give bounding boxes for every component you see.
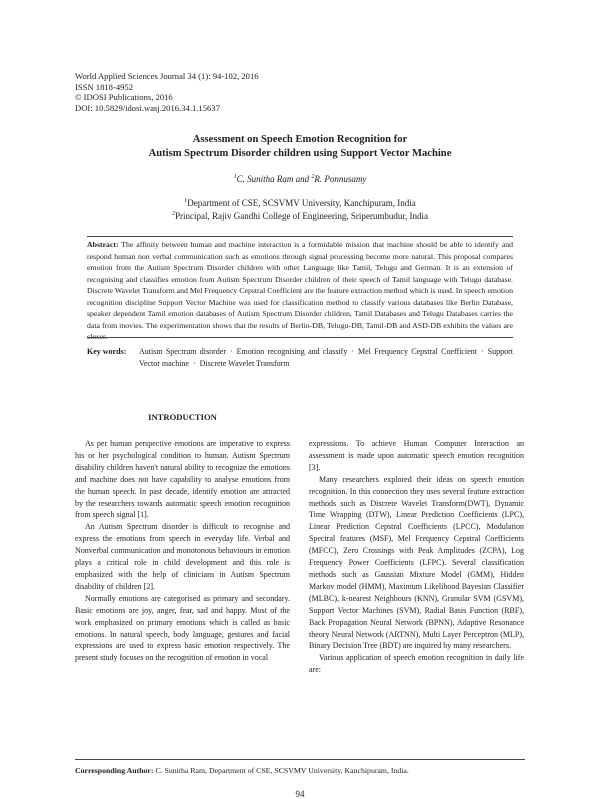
keywords-label: Key words:	[87, 347, 127, 356]
paragraph: Many researchers explored their ideas on speech emotion recognition. In this connection they uses several feature extraction methods such as Discrete Wavelet Transform(DWT), Dynamic Time Wrapping (DTW), Linear Prediction Coefficients (LPC), Linear Prediction Cepstral Coefficients (LPCC), Modulation Spectral features (MSF), Mel Frequency Cepstral Coefficients (MFCC), Zero Crossings with Peak Amplitudes (ZCPA), Log Frequency Power Coefficients (LFPC). Several classification methods such as Gaussian Mixture Model (GMM), Hidden Markov model (HMM), Maximum Likelihood Bayesian Classifier (MLBC), k-nearest Neighbours (KNN), Granular SVM (GSVM), Support Vector Machines (SVM), Radial Basis Function (RBF), Back Propagation Neural Network (BPNN), Adaptive Resonance theory Neural Network (ARTNN), Multi Layer Perceptron (MLP), Binary Decision Tree (BDT) are inquired by many researchers.	[309, 474, 524, 651]
paragraph: An Autism Spectrum disorder is difficult to recognise and express the emotions from speech in everyday life. Verbal and Nonverbal communication and monotonous behaviours in emotion plays a critical role in child development and this role is emphasized with the help of clinicians in Autism Spectrum disability of children [2].	[75, 522, 290, 591]
abstract-label: Abstract:	[87, 240, 119, 249]
title-line-2: Autism Spectrum Disorder children using Support Vector Machine	[148, 148, 452, 159]
page-number: 94	[295, 789, 305, 799]
corresponding-author-label: Corresponding Author:	[75, 766, 154, 775]
section-heading-introduction: INTRODUCTION	[148, 412, 217, 422]
title-line-1: Assessment on Speech Emotion Recognition for	[192, 134, 408, 145]
keyword-3: Mel Frequency Cepstral Coefficient	[358, 347, 477, 356]
abstract-bottom-rule	[87, 337, 513, 338]
keyword-1: Autism Spectrum disorder	[139, 347, 226, 356]
author-list	[60, 174, 540, 184]
corresponding-author-text: C. Sunitha Ram, Department of CSE, SCSVMV University, Kanchipuram, India.	[155, 766, 409, 775]
author-1-mark: 1	[233, 174, 237, 180]
abstract-top-rule	[87, 236, 513, 237]
affiliation-1: $^1$Department of CSE, SCSVMV University, Kanchipuram, India	[184, 198, 416, 208]
journal-header	[75, 71, 259, 114]
paragraph: As per human perspective emotions are imperative to express his or her psychological condition to human. Autism Spectrum disability children haven't natural ability to recognize the emotions and machine does not have capability to analyse emotions from the human speech. In past decade, identify emotion are attracted by the researchers towards automatic speech emotion recognition from speech signal [1].	[75, 439, 290, 520]
paper-title	[60, 133, 540, 161]
abstract	[87, 239, 513, 343]
paragraph: Normally emotions are categorised as primary and secondary. Basic emotions are joy, anger, fear, sad and happy. Most of the work emphasized on primary emotions which is called as basic emotions. In natural speech, body language, gestures and facial expressions are used to express basic emotion respectively. The present study focuses on the recognition of emotion in vocal	[75, 593, 290, 663]
keyword-5: Discrete Wavelet Transform	[199, 358, 290, 368]
right-column	[309, 438, 524, 676]
footnote-rule	[75, 759, 525, 760]
paragraph: Various application of speech emotion recognition in daily life are:	[309, 653, 524, 675]
corresponding-author	[75, 766, 525, 775]
doi: DOI: 10.5829/idosi.wasj.2016.34.1.15637	[75, 103, 220, 114]
paragraph: expressions. To achieve Human Computer Interaction an assessment is made upon automatic speech emotion recognition [3].	[309, 439, 524, 472]
keyword-2: Emotion recognising and classify	[236, 347, 348, 356]
issn: ISSN 1818-4952	[75, 81, 134, 92]
author-2: R. Ponnusamy	[314, 174, 367, 184]
author-1: C. Sunitha Ram and	[236, 174, 312, 184]
keyword-4: Support Vector machine	[139, 347, 513, 368]
author-2-mark: 2	[311, 174, 315, 180]
affiliation-2: $^2$Principal, Rajiv Gandhi College of Engineering, Sriperumbudur, India	[171, 210, 429, 221]
left-column	[75, 438, 290, 664]
keywords-list: Autism Spectrum disorder · Emotion recognising and classify · Mel Frequency Cepstral Coefficient · Support Vector machine · Discrete Wavelet Transform	[139, 347, 513, 368]
copyright: © IDOSI Publications, 2016	[75, 92, 173, 103]
abstract-text: The affinity between human and machine interaction is a formidable mission that machine should be able to identify and respond human non verbal communication such as emotions through signal processing become more natural. This proposal compares emotion from the Autism Spectrum Disorder children with other Language like Tamil, Telugu and German. It is an extension of recognising and classifies emotion from Autism Spectrum Disorder children of their speech of Tamil language with Telugu database. Discrete Wavelet Transform and Mel Frequency Cepstral Coefficient are the feature extraction method which is used. In speech emotion recognition discipline Support Vector Machine was used for classification method to classify various databases like Berlin Database, speaker dependent Tamil emotion databases of Autism Spectrum Disorder children, Tamil Databases and Telugu Databases carries the data from movies. The experimentation shows that the results of Berlin-DB, Telugu-DB, Tamil-DB and ASD-DB exhibits the values are closer.	[87, 240, 513, 341]
affiliations	[60, 197, 540, 222]
journal-citation: World Applied Sciences Journal 34 (1): 94-102, 2016	[75, 71, 259, 81]
